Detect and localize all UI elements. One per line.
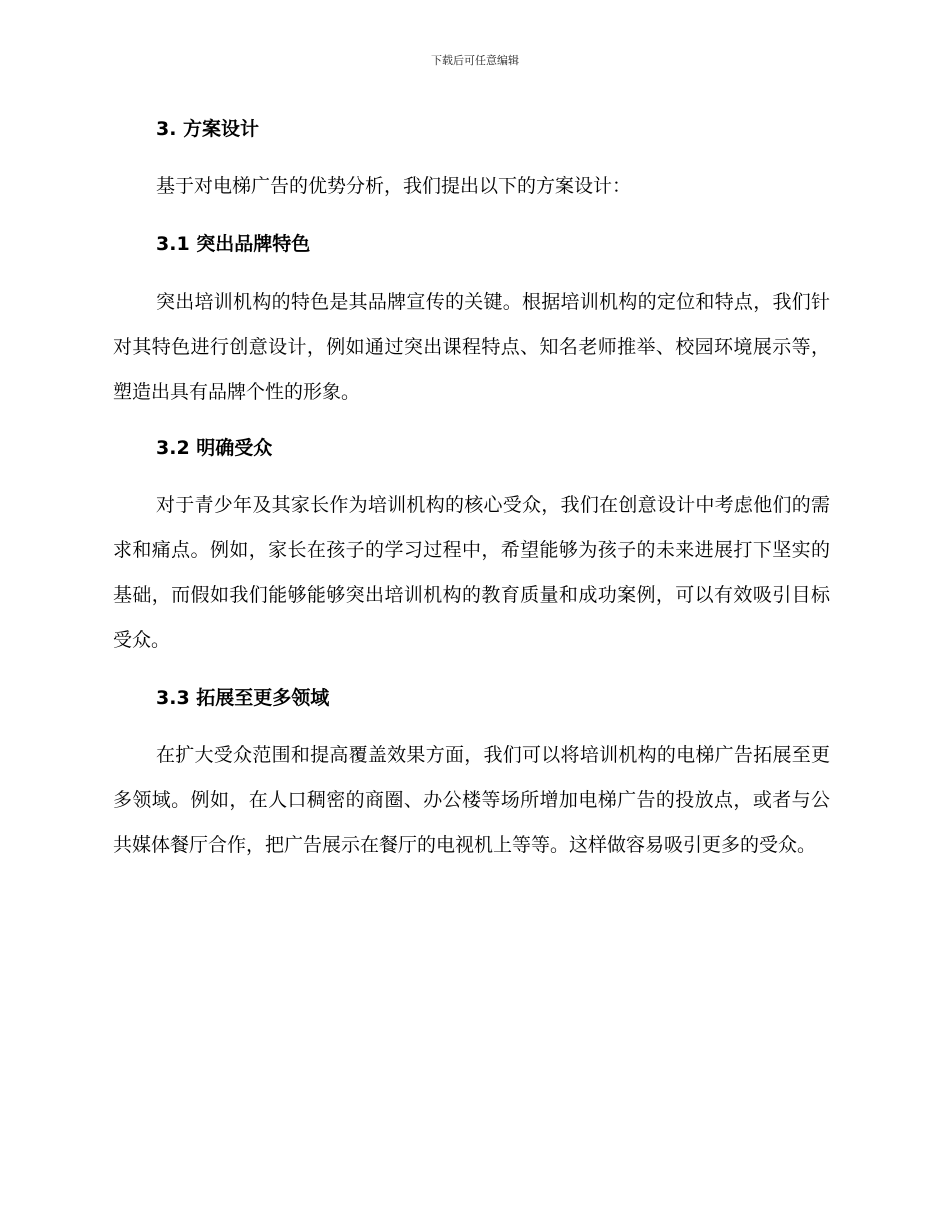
subsection-heading-3-3: 3.3 拓展至更多领域 [156, 687, 330, 709]
subsection-heading-3-2: 3.2 明确受众 [156, 437, 273, 459]
page-header: 下载后可任意编辑 [431, 54, 519, 67]
section-intro: 基于对电梯广告的优势分析，我们提出以下的方案设计： [156, 175, 632, 197]
subsection-body-3-3: 在扩大受众范围和提高覆盖效果方面，我们可以将培训机构的电梯广告拓展至更多领域。例如，在人口稠密的商圈、办公楼等场所增加电梯广告的投放点，或者与公共媒体餐厅合作，把广告展示在餐厅的电视机上等等。这样做容易吸引更多的受众。 [113, 744, 830, 856]
subsection-body-3-2: 对于青少年及其家长作为培训机构的核心受众，我们在创意设计中考虑他们的需求和痛点。例如，家长在孩子的学习过程中，希望能够为孩子的未来进展打下坚实的基础，而假如我们能够能够突出培训机构的教育质量和成功案例，可以有效吸引目标受众。 [113, 494, 830, 651]
section-heading: 3. 方案设计 [156, 118, 260, 140]
subsection-body-3-1: 突出培训机构的特色是其品牌宣传的关键。根据培训机构的定位和特点，我们针对其特色进行创意设计，例如通过突出课程特点、知名老师推举、校园环境展示等，塑造出具有品牌个性的形象。 [113, 291, 830, 403]
subsection-heading-3-1: 3.1 突出品牌特色 [156, 233, 311, 255]
